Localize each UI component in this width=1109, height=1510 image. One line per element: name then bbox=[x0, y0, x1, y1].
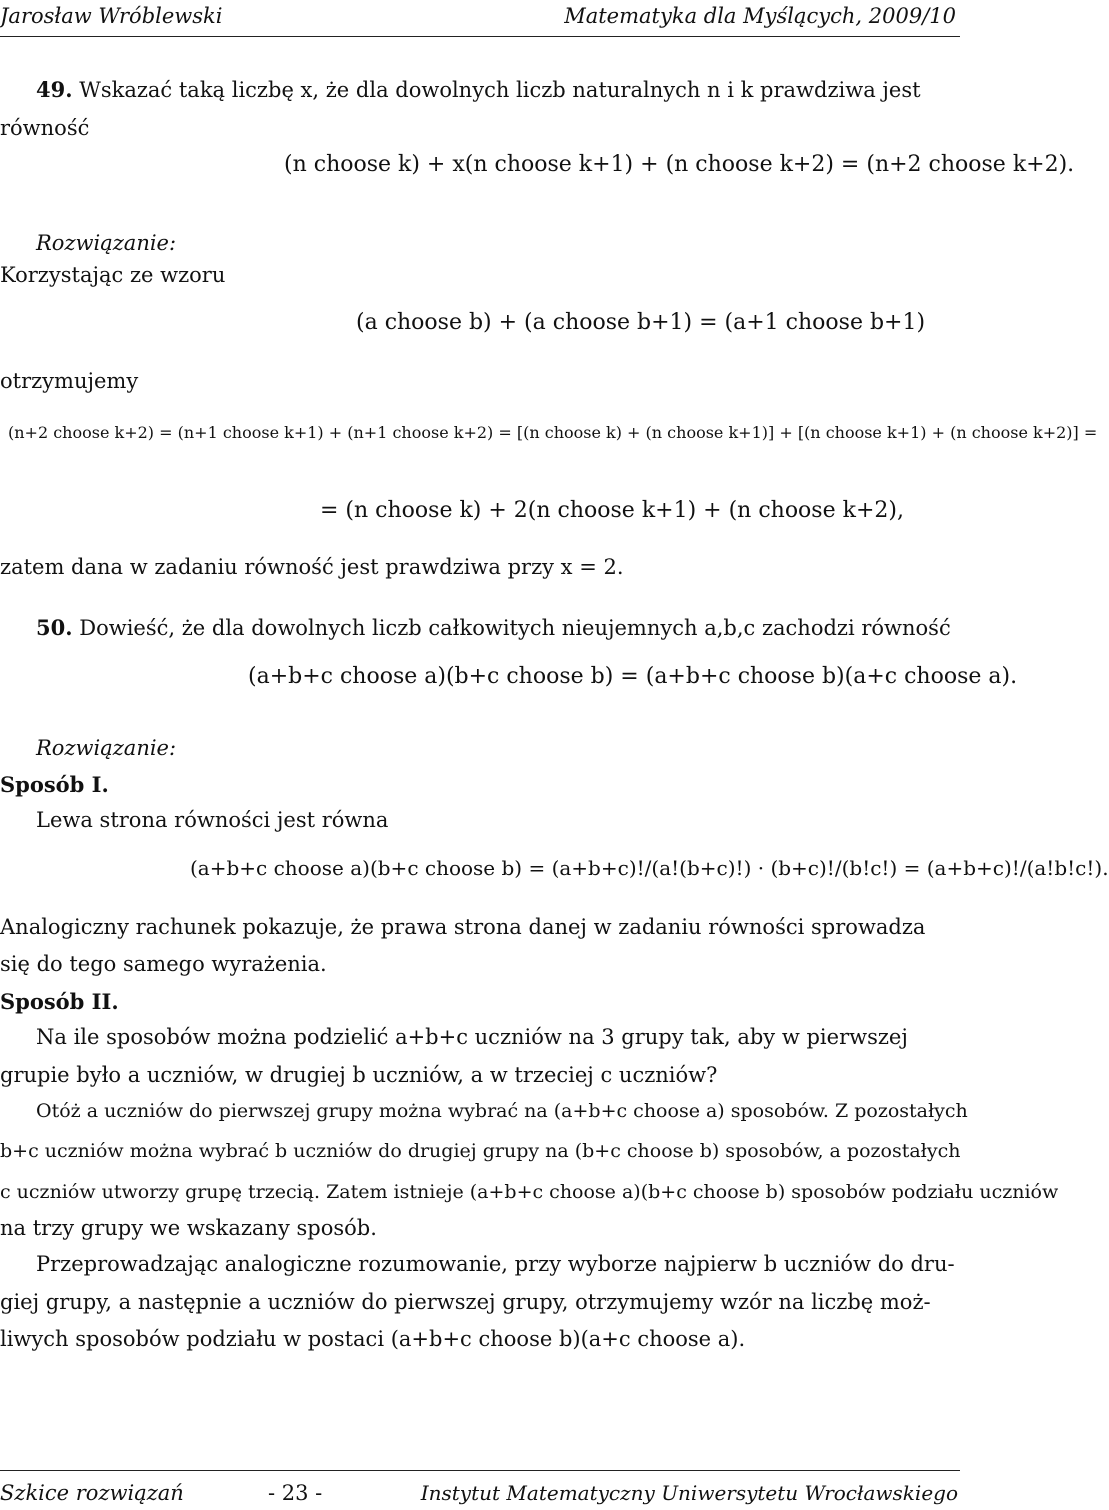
method-2-paragraph-line: c uczniów utworzy grupę trzecią. Zatem istnieje (a+b+c choose a)(b+c choose b) sposobów podziału uczniów bbox=[0, 1181, 1059, 1203]
problem-50-statement bbox=[36, 615, 951, 641]
method-1-equation: (a+b+c choose a)(b+c choose b) = (a+b+c)!/(a!(b+c)!) · (b+c)!/(b!c!) = (a+b+c)!/(a!b!c!). bbox=[190, 856, 1109, 880]
method-2-label: Sposób II. bbox=[0, 989, 119, 1014]
derivation-intro: otrzymujemy bbox=[0, 369, 139, 393]
problem-number: 50. bbox=[36, 615, 73, 640]
footer-institute: Instytut Matematyczny Uniwersytetu Wrocławskiego bbox=[420, 1481, 958, 1505]
method-2-paragraph-line: liwych sposobów podziału w postaci (a+b+c choose b)(a+c choose a). bbox=[0, 1327, 746, 1351]
method-2-paragraph-line: Na ile sposobów można podzielić a+b+c uczniów na 3 grupy tak, aby w pierwszej bbox=[36, 1025, 908, 1049]
method-1-paragraph-line: się do tego samego wyrażenia. bbox=[0, 952, 327, 976]
method-2-paragraph-line: Przeprowadzając analogiczne rozumowanie, przy wyborze najpierw b uczniów do dru- bbox=[36, 1252, 955, 1276]
formula-pascal: (a choose b) + (a choose b+1) = (a+1 choose b+1) bbox=[356, 310, 926, 335]
derivation-line-1: (n+2 choose k+2) = (n+1 choose k+1) + (n+1 choose k+2) = [(n choose k) + (n choose k+1)] + [(n choose k+1) + (n choose k+2)] = bbox=[8, 423, 1098, 442]
method-1-intro: Lewa strona równości jest równa bbox=[36, 808, 389, 832]
solution-label: Rozwiązanie: bbox=[36, 736, 177, 760]
method-2-paragraph-line: na trzy grupy we wskazany sposób. bbox=[0, 1216, 377, 1240]
problem-text: Wskazać taką liczbę x, że dla dowolnych liczb naturalnych n i k prawdziwa jest bbox=[79, 78, 921, 102]
method-2-paragraph-line: grupie było a uczniów, w drugiej b uczniów, a w trzeciej c uczniów? bbox=[0, 1063, 718, 1087]
method-1-paragraph-line: Analogiczny rachunek pokazuje, że prawa strona danej w zadaniu równości sprowadza bbox=[0, 915, 926, 939]
header-rule bbox=[0, 36, 960, 37]
solution-label: Rozwiązanie: bbox=[36, 231, 177, 255]
header-author: Jarosław Wróblewski bbox=[0, 4, 223, 28]
problem-number: 49. bbox=[36, 77, 73, 102]
footer-rule bbox=[0, 1470, 960, 1471]
method-2-paragraph-line: Otóż a uczniów do pierwszej grupy można wybrać na (a+b+c choose a) sposobów. Z pozostałych bbox=[36, 1100, 968, 1122]
derivation-line-2: = (n choose k) + 2(n choose k+1) + (n choose k+2), bbox=[320, 498, 904, 523]
problem-text: Dowieść, że dla dowolnych liczb całkowitych nieujemnych a,b,c zachodzi równość bbox=[79, 616, 951, 640]
page-number: - 23 - bbox=[268, 1481, 323, 1505]
header-course: Matematyka dla Myślących, 2009/10 bbox=[564, 4, 956, 28]
equation-49: (n choose k) + x(n choose k+1) + (n choose k+2) = (n+2 choose k+2). bbox=[284, 152, 1075, 177]
problem-49-statement-cont: równość bbox=[0, 116, 90, 140]
problem-49-statement bbox=[36, 77, 921, 103]
formula-intro: Korzystając ze wzoru bbox=[0, 263, 226, 287]
method-1-label: Sposób I. bbox=[0, 772, 109, 797]
method-2-paragraph-line: giej grupy, a następnie a uczniów do pierwszej grupy, otrzymujemy wzór na liczbę moż- bbox=[0, 1290, 931, 1314]
footer-title: Szkice rozwiązań bbox=[0, 1481, 184, 1505]
method-2-paragraph-line: b+c uczniów można wybrać b uczniów do drugiej grupy na (b+c choose b) sposobów, a pozostałych bbox=[0, 1140, 961, 1162]
equation-50: (a+b+c choose a)(b+c choose b) = (a+b+c choose b)(a+c choose a). bbox=[248, 664, 1018, 689]
conclusion-49: zatem dana w zadaniu równość jest prawdziwa przy x = 2. bbox=[0, 555, 624, 579]
